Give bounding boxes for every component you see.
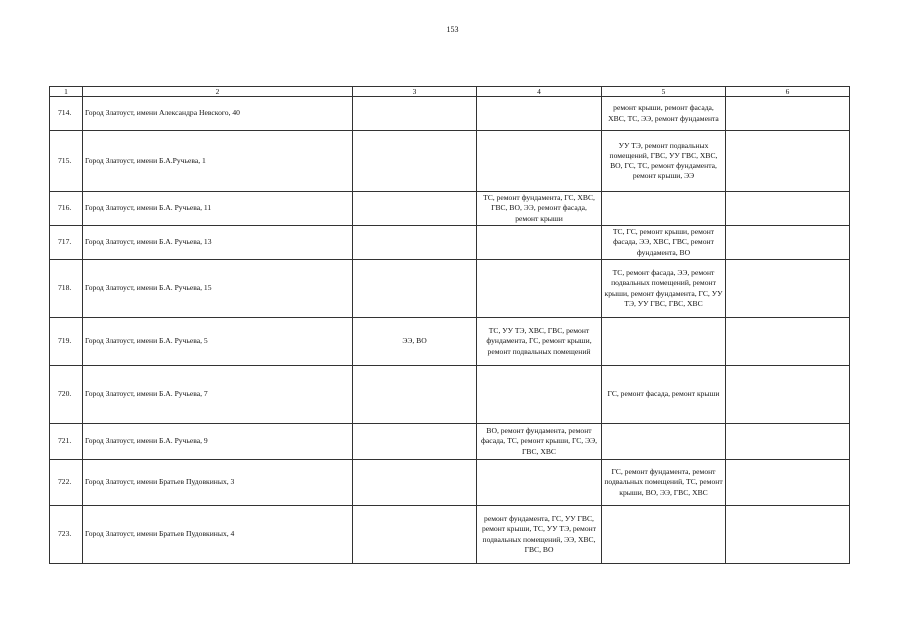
row-col4: ТС, УУ ТЭ, ХВС, ГВС, ремонт фундамента, ГС, ремонт крыши, ремонт подвальных помещений	[477, 318, 602, 366]
row-col5: ремонт крыши, ремонт фасада, ХВС, ТС, ЭЭ, ремонт фундамента	[602, 97, 726, 131]
row-number: 719.	[50, 318, 83, 366]
row-col4	[477, 260, 602, 318]
row-address: Город Златоуст, имени Б.А.Ручьева, 1	[83, 131, 353, 192]
row-col5	[602, 506, 726, 564]
table-row	[50, 192, 850, 226]
row-col6	[726, 506, 850, 564]
column-header: 1	[50, 87, 83, 97]
row-address: Город Златоуст, имени Александра Невского, 40	[83, 97, 353, 131]
row-number: 717.	[50, 226, 83, 260]
row-col6	[726, 226, 850, 260]
row-col4	[477, 366, 602, 424]
row-col5: ТС, ремонт фасада, ЭЭ, ремонт подвальных помещений, ремонт крыши, ремонт фундамента, ГС, УУ ТЭ, УУ ГВС, ГВС, ХВС	[602, 260, 726, 318]
row-col5: ГС, ремонт фундамента, ремонт подвальных помещений, ТС, ремонт крыши, ВО, ЭЭ, ГВС, ХВС	[602, 460, 726, 506]
row-col4: ремонт фундамента, ГС, УУ ГВС, ремонт крыши, ТС, УУ ТЭ, ремонт подвальных помещений, ЭЭ, ХВС, ГВС, ВО	[477, 506, 602, 564]
column-header: 6	[726, 87, 850, 97]
row-col3	[353, 424, 477, 460]
table-row	[50, 97, 850, 131]
column-header: 2	[83, 87, 353, 97]
row-col6	[726, 97, 850, 131]
row-number: 718.	[50, 260, 83, 318]
row-col6	[726, 424, 850, 460]
row-col5	[602, 192, 726, 226]
row-number: 723.	[50, 506, 83, 564]
row-col3	[353, 260, 477, 318]
table-row	[50, 260, 850, 318]
row-col5	[602, 424, 726, 460]
row-number: 722.	[50, 460, 83, 506]
row-col3	[353, 131, 477, 192]
row-number: 714.	[50, 97, 83, 131]
row-col5: УУ ТЭ, ремонт подвальных помещений, ГВС, УУ ГВС, ХВС, ВО, ГС, ТС, ремонт фундамента, ремонт крыши, ЭЭ	[602, 131, 726, 192]
row-col3	[353, 366, 477, 424]
row-col3	[353, 506, 477, 564]
table-row	[50, 318, 850, 366]
row-col5	[602, 318, 726, 366]
row-col4: ТС, ремонт фундамента, ГС, ХВС, ГВС, ВО, ЭЭ, ремонт фасада, ремонт крыши	[477, 192, 602, 226]
row-number: 721.	[50, 424, 83, 460]
row-number: 716.	[50, 192, 83, 226]
table-row	[50, 131, 850, 192]
repair-schedule-table	[49, 86, 850, 564]
row-col3	[353, 226, 477, 260]
row-col6	[726, 260, 850, 318]
row-col4	[477, 131, 602, 192]
row-address: Город Златоуст, имени Братьев Пудовкиных, 3	[83, 460, 353, 506]
row-number: 715.	[50, 131, 83, 192]
column-header: 3	[353, 87, 477, 97]
table-row	[50, 460, 850, 506]
row-col4	[477, 226, 602, 260]
row-col6	[726, 131, 850, 192]
row-col5: ГС, ремонт фасада, ремонт крыши	[602, 366, 726, 424]
table-body	[50, 87, 850, 564]
row-col4	[477, 97, 602, 131]
row-address: Город Златоуст, имени Б.А. Ручьева, 15	[83, 260, 353, 318]
row-address: Город Златоуст, имени Б.А. Ручьева, 11	[83, 192, 353, 226]
column-header: 5	[602, 87, 726, 97]
row-address: Город Златоуст, имени Братьев Пудовкиных, 4	[83, 506, 353, 564]
row-col3	[353, 192, 477, 226]
table-row	[50, 226, 850, 260]
row-number: 720.	[50, 366, 83, 424]
row-col3	[353, 460, 477, 506]
row-address: Город Златоуст, имени Б.А. Ручьева, 5	[83, 318, 353, 366]
row-col3: ЭЭ, ВО	[353, 318, 477, 366]
row-col4	[477, 460, 602, 506]
row-col6	[726, 192, 850, 226]
table-row	[50, 424, 850, 460]
row-col5: ТС, ГС, ремонт крыши, ремонт фасада, ЭЭ, ХВС, ГВС, ремонт фундамента, ВО	[602, 226, 726, 260]
table-row	[50, 506, 850, 564]
row-col3	[353, 97, 477, 131]
header-row	[50, 87, 850, 97]
row-address: Город Златоуст, имени Б.А. Ручьева, 13	[83, 226, 353, 260]
row-address: Город Златоуст, имени Б.А. Ручьева, 7	[83, 366, 353, 424]
row-col4: ВО, ремонт фундамента, ремонт фасада, ТС, ремонт крыши, ГС, ЭЭ, ГВС, ХВС	[477, 424, 602, 460]
row-col6	[726, 460, 850, 506]
page-number: 153	[446, 25, 459, 34]
row-col6	[726, 318, 850, 366]
row-address: Город Златоуст, имени Б.А. Ручьева, 9	[83, 424, 353, 460]
row-col6	[726, 366, 850, 424]
table-row	[50, 366, 850, 424]
column-header: 4	[477, 87, 602, 97]
